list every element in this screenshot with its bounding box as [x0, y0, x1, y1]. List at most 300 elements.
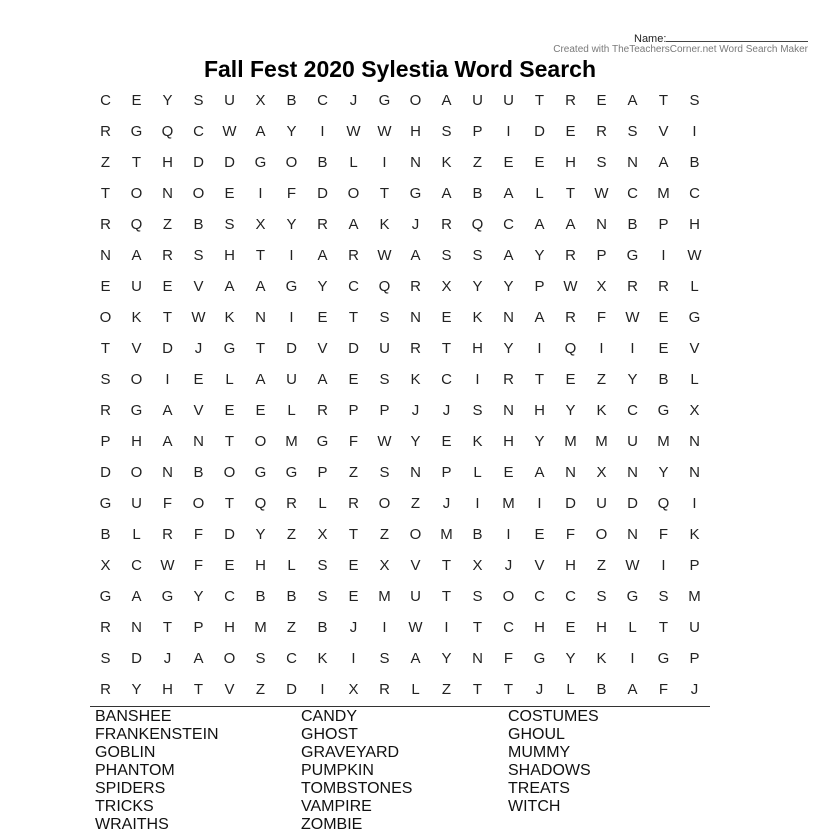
grid-letter: C [348, 278, 359, 295]
grid-letter: S [100, 650, 111, 667]
grid-letter: C [627, 402, 638, 419]
grid-letter: G [378, 92, 391, 109]
grid-letter: N [410, 154, 421, 171]
grid-letter: E [534, 154, 545, 171]
grid-letter: K [596, 402, 607, 419]
grid-letter: X [255, 216, 266, 233]
grid-letter: K [472, 433, 483, 450]
grid-letter: A [534, 464, 545, 481]
grid-letter: C [689, 185, 700, 202]
grid-letter: R [348, 495, 359, 512]
grid-letter: R [410, 278, 421, 295]
grid-letter: B [286, 588, 297, 605]
grid-letter: Q [130, 216, 143, 233]
grid-letter: S [441, 247, 452, 264]
grid-letter: U [224, 92, 235, 109]
grid-letter: T [224, 433, 235, 450]
grid-letter: R [441, 216, 452, 233]
grid-letter: O [347, 185, 360, 202]
grid-letter: B [472, 185, 483, 202]
grid-letter: T [379, 185, 390, 202]
grid-letter: X [472, 557, 483, 574]
grid-letter: I [165, 371, 170, 388]
grid-letter: M [440, 526, 453, 543]
grid-letter: W [408, 619, 423, 636]
grid-letter: R [162, 526, 173, 543]
grid-letter: Y [503, 340, 514, 357]
grid-letter: V [131, 340, 142, 357]
grid-letter: L [473, 464, 482, 481]
grid-letter: T [441, 557, 452, 574]
grid-letter: T [255, 247, 266, 264]
grid-letter: N [255, 309, 266, 326]
grid-letter: H [410, 123, 421, 140]
grid-letter: N [503, 402, 514, 419]
grid-letter: F [503, 650, 514, 667]
grid-letter: W [625, 309, 640, 326]
grid-letter: R [317, 216, 328, 233]
grid-letter: H [162, 154, 173, 171]
grid-letter: I [289, 309, 294, 326]
grid-letter: L [690, 371, 699, 388]
letter-grid [90, 85, 710, 705]
grid-letter: E [565, 123, 576, 140]
grid-letter: B [286, 92, 297, 109]
grid-letter: D [286, 340, 297, 357]
grid-letter: I [258, 185, 263, 202]
grid-letter: G [688, 309, 701, 326]
grid-letter: T [503, 681, 514, 698]
grid-letter: J [535, 681, 544, 698]
grid-letter: Y [565, 650, 576, 667]
grid-letter: N [503, 309, 514, 326]
grid-letter: D [348, 340, 359, 357]
grid-letter: S [689, 92, 700, 109]
grid-letter: A [348, 216, 359, 233]
grid-letter: R [100, 123, 111, 140]
grid-letter: O [254, 433, 267, 450]
grid-letter: T [472, 681, 483, 698]
word-list-item: BANSHEE [95, 708, 172, 725]
grid-letter: K [224, 309, 235, 326]
grid-letter: P [100, 433, 111, 450]
grid-letter: D [224, 154, 235, 171]
grid-letter: I [661, 247, 666, 264]
grid-letter: O [409, 92, 422, 109]
grid-letter: T [534, 371, 545, 388]
grid-letter: I [382, 154, 387, 171]
grid-letter: A [162, 433, 173, 450]
grid-letter: B [255, 588, 266, 605]
grid-letter: A [224, 278, 235, 295]
grid-letter: U [472, 92, 483, 109]
grid-letter: R [162, 247, 173, 264]
grid-letter: C [627, 185, 638, 202]
grid-letter: M [254, 619, 267, 636]
page-title: Fall Fest 2020 Sylestia Word Search [203, 56, 597, 82]
grid-letter: K [689, 526, 700, 543]
grid-letter: H [162, 681, 173, 698]
grid-letter: R [596, 123, 607, 140]
grid-letter: E [193, 371, 204, 388]
grid-letter: I [661, 557, 666, 574]
grid-letter: J [349, 619, 358, 636]
grid-letter: V [534, 557, 545, 574]
grid-letter: X [100, 557, 111, 574]
grid-letter: V [689, 340, 700, 357]
word-list-item: FRANKENSTEIN [95, 726, 219, 743]
word-list-divider [90, 706, 710, 707]
grid-letter: Y [286, 216, 297, 233]
grid-letter: G [130, 123, 143, 140]
grid-letter: D [162, 340, 173, 357]
grid-letter: H [224, 247, 235, 264]
grid-letter: O [409, 526, 422, 543]
grid-letter: S [472, 247, 483, 264]
grid-letter: F [193, 526, 204, 543]
grid-letter: S [379, 650, 390, 667]
grid-letter: K [441, 154, 452, 171]
grid-letter: G [316, 433, 329, 450]
grid-letter: G [99, 495, 112, 512]
grid-letter: O [285, 154, 298, 171]
grid-letter: G [285, 464, 298, 481]
grid-letter: Q [161, 123, 174, 140]
grid-letter: T [100, 340, 111, 357]
grid-letter: I [444, 619, 449, 636]
grid-letter: S [472, 588, 483, 605]
grid-letter: B [193, 216, 204, 233]
grid-letter: I [537, 495, 542, 512]
grid-letter: R [627, 278, 638, 295]
grid-letter: X [596, 464, 607, 481]
grid-letter: M [657, 433, 670, 450]
grid-letter: P [689, 557, 700, 574]
grid-letter: V [317, 340, 328, 357]
grid-letter: E [596, 92, 607, 109]
grid-letter: X [348, 681, 359, 698]
grid-letter: H [534, 402, 545, 419]
grid-letter: C [503, 216, 514, 233]
grid-letter: X [255, 92, 266, 109]
grid-letter: A [131, 247, 142, 264]
grid-letter: T [162, 309, 173, 326]
grid-letter: P [348, 402, 359, 419]
grid-letter: P [441, 464, 452, 481]
grid-letter: Y [441, 650, 452, 667]
grid-letter: S [596, 154, 607, 171]
grid-letter: T [534, 92, 545, 109]
grid-letter: R [565, 309, 576, 326]
grid-letter: D [534, 123, 545, 140]
grid-letter: Z [100, 154, 111, 171]
grid-letter: O [130, 464, 143, 481]
word-list-item: SHADOWS [508, 762, 591, 779]
grid-letter: T [348, 526, 359, 543]
grid-letter: C [565, 588, 576, 605]
grid-letter: L [287, 557, 296, 574]
grid-letter: G [99, 588, 112, 605]
grid-letter: E [348, 557, 359, 574]
grid-letter: X [441, 278, 452, 295]
grid-letter: N [627, 154, 638, 171]
grid-letter: J [442, 402, 451, 419]
grid-letter: Y [131, 681, 142, 698]
grid-letter: S [317, 557, 328, 574]
grid-letter: G [626, 588, 639, 605]
grid-letter: C [503, 619, 514, 636]
grid-letter: N [410, 309, 421, 326]
grid-letter: H [131, 433, 142, 450]
grid-letter: P [596, 247, 607, 264]
grid-letter: R [317, 402, 328, 419]
grid-letter: I [289, 247, 294, 264]
grid-letter: C [286, 650, 297, 667]
grid-letter: E [441, 433, 452, 450]
grid-letter: E [658, 309, 669, 326]
grid-letter: I [475, 495, 480, 512]
grid-letter: A [565, 216, 576, 233]
grid-letter: U [596, 495, 607, 512]
grid-letter: E [503, 464, 514, 481]
grid-letter: T [472, 619, 483, 636]
grid-letter: N [100, 247, 111, 264]
name-label: Name: [634, 33, 667, 45]
grid-letter: G [657, 402, 670, 419]
grid-letter: F [193, 557, 204, 574]
grid-letter: C [317, 92, 328, 109]
grid-letter: B [627, 216, 638, 233]
grid-letter: S [472, 402, 483, 419]
grid-letter: P [317, 464, 328, 481]
grid-letter: K [379, 216, 390, 233]
grid-letter: M [657, 185, 670, 202]
name-field[interactable] [634, 30, 808, 45]
grid-letter: S [193, 247, 204, 264]
grid-letter: A [255, 278, 266, 295]
grid-letter: Z [348, 464, 359, 481]
grid-letter: M [285, 433, 298, 450]
grid-letter: K [472, 309, 483, 326]
grid-letter: Z [410, 495, 421, 512]
word-list-item: VAMPIRE [301, 798, 372, 815]
word-list-item: CANDY [301, 708, 358, 725]
grid-letter: W [377, 123, 392, 140]
grid-letter: G [626, 247, 639, 264]
grid-letter: G [657, 650, 670, 667]
grid-letter: C [534, 588, 545, 605]
grid-letter: R [286, 495, 297, 512]
grid-letter: Q [378, 278, 391, 295]
grid-letter: N [472, 650, 483, 667]
grid-letter: U [286, 371, 297, 388]
grid-letter: G [254, 154, 267, 171]
grid-letter: G [409, 185, 422, 202]
grid-letter: N [162, 464, 173, 481]
grid-letter: A [255, 371, 266, 388]
grid-letter: W [191, 309, 206, 326]
grid-letter: I [506, 526, 511, 543]
grid-letter: A [503, 247, 514, 264]
grid-letter: H [565, 557, 576, 574]
grid-letter: A [627, 681, 638, 698]
grid-letter: T [658, 92, 669, 109]
grid-letter: Z [472, 154, 483, 171]
grid-letter: J [504, 557, 513, 574]
grid-letter: E [348, 588, 359, 605]
word-list-item: SPIDERS [95, 780, 166, 797]
grid-letter: G [285, 278, 298, 295]
grid-letter: M [502, 495, 515, 512]
grid-letter: O [130, 185, 143, 202]
grid-letter: Y [472, 278, 483, 295]
grid-letter: J [194, 340, 203, 357]
grid-letter: H [224, 619, 235, 636]
grid-letter: H [689, 216, 700, 233]
grid-letter: M [564, 433, 577, 450]
grid-letter: B [317, 619, 328, 636]
grid-letter: T [162, 619, 173, 636]
grid-letter: N [131, 619, 142, 636]
grid-letter: N [410, 464, 421, 481]
grid-letter: Z [596, 371, 607, 388]
grid-letter: E [565, 619, 576, 636]
grid-letter: W [687, 247, 702, 264]
grid-letter: D [627, 495, 638, 512]
grid-letter: E [441, 309, 452, 326]
grid-letter: J [411, 402, 420, 419]
grid-letter: E [255, 402, 266, 419]
grid-letter: I [537, 340, 542, 357]
grid-letter: P [689, 650, 700, 667]
grid-letter: D [193, 154, 204, 171]
grid-letter: C [131, 557, 142, 574]
grid-letter: U [131, 495, 142, 512]
grid-letter: B [317, 154, 328, 171]
grid-letter: Q [471, 216, 484, 233]
word-list-item: PUMPKIN [301, 762, 374, 779]
word-list [95, 708, 715, 834]
grid-letter: A [503, 185, 514, 202]
grid-letter: S [317, 588, 328, 605]
grid-letter: A [410, 650, 421, 667]
grid-letter: P [193, 619, 204, 636]
grid-letter: W [222, 123, 237, 140]
grid-letter: Z [596, 557, 607, 574]
grid-letter: D [286, 681, 297, 698]
grid-letter: A [193, 650, 204, 667]
grid-letter: I [351, 650, 356, 667]
grid-letter: E [224, 557, 235, 574]
grid-letter: T [441, 340, 452, 357]
grid-letter: R [379, 681, 390, 698]
grid-letter: L [287, 402, 296, 419]
grid-letter: K [410, 371, 421, 388]
word-list-item: COSTUMES [508, 708, 599, 725]
word-list-item: WITCH [508, 798, 561, 815]
grid-letter: A [255, 123, 266, 140]
grid-letter: L [318, 495, 327, 512]
grid-letter: E [224, 185, 235, 202]
grid-letter: Y [193, 588, 204, 605]
grid-letter: O [223, 650, 236, 667]
grid-letter: A [317, 371, 328, 388]
grid-letter: N [565, 464, 576, 481]
grid-letter: G [254, 464, 267, 481]
word-list-item: GHOUL [508, 726, 565, 743]
grid-letter: R [100, 216, 111, 233]
grid-letter: A [131, 588, 142, 605]
grid-letter: O [192, 495, 205, 512]
grid-letter: F [348, 433, 359, 450]
grid-letter: I [382, 619, 387, 636]
grid-letter: M [688, 588, 701, 605]
grid-letter: K [131, 309, 142, 326]
grid-letter: R [100, 402, 111, 419]
grid-letter: U [131, 278, 142, 295]
grid-letter: O [502, 588, 515, 605]
grid-letter: I [630, 340, 635, 357]
grid-letter: E [658, 340, 669, 357]
grid-letter: C [100, 92, 111, 109]
grid-letter: D [565, 495, 576, 512]
grid-letter: V [224, 681, 235, 698]
word-list-item: GOBLIN [95, 744, 156, 761]
word-list-item: WRAITHS [95, 816, 169, 833]
grid-letter: Q [254, 495, 267, 512]
grid-letter: J [690, 681, 699, 698]
word-list-item: GRAVEYARD [301, 744, 400, 761]
grid-letter: B [100, 526, 111, 543]
grid-letter: I [630, 650, 635, 667]
grid-letter: X [689, 402, 700, 419]
grid-letter: L [349, 154, 358, 171]
grid-letter: T [658, 619, 669, 636]
grid-letter: N [627, 526, 638, 543]
grid-letter: M [595, 433, 608, 450]
grid-letter: J [349, 92, 358, 109]
grid-letter: Z [255, 681, 266, 698]
name-blank-line[interactable] [666, 30, 808, 42]
grid-letter: N [193, 433, 204, 450]
grid-letter: V [658, 123, 669, 140]
grid-letter: L [535, 185, 544, 202]
grid-letter: H [534, 619, 545, 636]
grid-letter: R [503, 371, 514, 388]
grid-letter: P [534, 278, 545, 295]
grid-letter: Y [565, 402, 576, 419]
grid-letter: A [317, 247, 328, 264]
grid-letter: H [596, 619, 607, 636]
grid-letter: F [162, 495, 173, 512]
grid-letter: L [132, 526, 141, 543]
grid-letter: Z [286, 526, 297, 543]
grid-letter: L [225, 371, 234, 388]
word-list-item: TOMBSTONES [301, 780, 413, 797]
grid-letter: M [378, 588, 391, 605]
grid-letter: D [131, 650, 142, 667]
grid-letter: A [534, 216, 545, 233]
grid-letter: R [100, 619, 111, 636]
grid-letter: O [130, 371, 143, 388]
grid-letter: Y [410, 433, 421, 450]
grid-letter: S [255, 650, 266, 667]
grid-letter: B [193, 464, 204, 481]
grid-letter: Z [441, 681, 452, 698]
grid-letter: K [317, 650, 328, 667]
grid-letter: O [99, 309, 112, 326]
grid-letter: Z [286, 619, 297, 636]
